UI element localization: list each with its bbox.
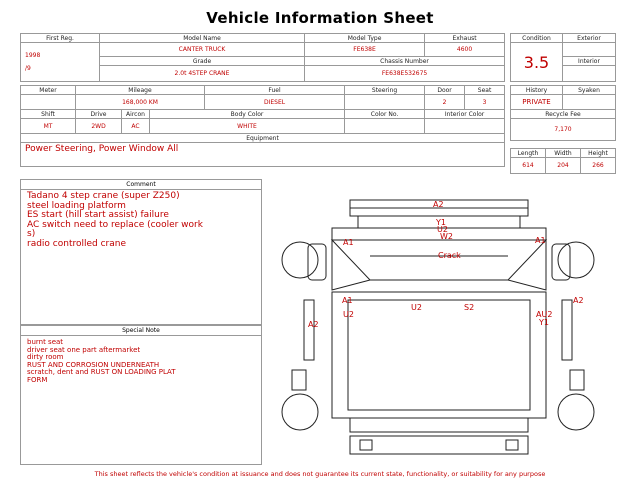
color-no-value [345,119,425,134]
damage-mark-u2-top: U2 [437,225,448,234]
body-color-label: Body Color [150,110,345,119]
special-note-box [20,325,262,465]
damage-mark-a1-mid: A1 [342,296,353,305]
left-side-rail [304,300,314,360]
steering-value [345,95,425,110]
meter-label: Meter [21,86,76,95]
syaken-value [563,95,616,110]
aircon-value: AC [122,119,150,134]
rear-tailgate-shape [350,436,528,454]
interior-value [563,66,616,82]
height-label: Height [581,149,616,158]
syaken-label: Syaken [563,86,616,95]
right-side-rail [562,300,572,360]
damage-mark-au2: AU2 [536,310,553,319]
history-value: PRIVATE [511,95,563,110]
damage-mark-s2: S2 [464,303,475,312]
right-door-shape [508,240,546,290]
damage-mark-u2-center: U2 [411,303,422,312]
model-name-value: CANTER TRUCK [100,43,305,57]
rear-left-wheel [282,394,318,430]
interior-color-label: Interior Color [425,110,505,119]
model-name-label: Model Name [100,34,305,43]
interior-label: Interior [563,57,616,66]
damage-mark-y1-right: Y1 [539,318,549,327]
right-light [570,370,584,390]
condition-table [510,33,616,141]
grade-value: 2.0t 4STEP CRANE [100,66,305,82]
damage-mark-a2-right: A2 [573,296,584,305]
drive-value: 2WD [76,119,122,134]
condition-value: 3.5 [511,43,563,82]
recycle-fee-value: 7,170 [511,119,616,141]
loading-platform-shape [332,292,546,418]
length-label: Length [511,149,546,158]
seat-label: Seat [465,86,505,95]
chassis-number-label: Chassis Number [305,57,505,66]
front-left-wheel [282,242,318,278]
comment-label: Comment [21,180,261,190]
recycle-fee-label: Recycle Fee [511,110,616,119]
page-title: Vehicle Information Sheet [206,9,434,27]
length-value: 614 [511,158,546,174]
width-label: Width [546,149,581,158]
condition-label: Condition [511,34,563,43]
vehicle-info-table [20,33,505,167]
damage-mark-w2: W2 [440,232,453,241]
seat-value: 3 [465,95,505,110]
fuel-label: Fuel [205,86,345,95]
left-door-shape [332,240,370,290]
interior-color-value [425,119,505,134]
first-reg-value: 1998 /9 [21,43,100,82]
mileage-value: 168,000 KM [76,95,205,110]
equipment-value: Power Steering, Power Window All [21,143,505,167]
comment-text: Tadano 4 step crane (super Z250) steel loading platform ES start (hill start assist) failure AC switch need to replace (cooler work s) radio controlled crane [27,191,203,249]
grade-label: Grade [100,57,305,66]
dimensions-table [510,148,616,174]
color-no-label: Color No. [345,110,425,119]
door-value: 2 [425,95,465,110]
exhaust-label: Exhaust [425,34,505,43]
model-type-label: Model Type [305,34,425,43]
history-label: History [511,86,563,95]
height-value: 266 [581,158,616,174]
exterior-value [563,43,616,57]
drive-label: Drive [76,110,122,119]
damage-mark-crack: Crack [438,251,461,260]
shift-value: MT [21,119,76,134]
damage-mark-a2-top: A2 [433,200,444,209]
damage-mark-u2-left: U2 [343,310,354,319]
rear-right-wheel [558,394,594,430]
comment-box [20,179,262,325]
special-note-text: burnt seat driver seat one part aftermarket dirty room RUST AND CORROSION UNDERNEATH scratch, dent and RUST ON LOADING PLAT FORM [27,338,176,384]
rear-bumper-shape [350,418,528,432]
equipment-label: Equipment [21,134,505,143]
meter-value [21,95,76,110]
front-right-wheel [558,242,594,278]
body-color-value: WHITE [150,119,345,134]
fuel-value: DIESEL [205,95,345,110]
damage-mark-y1: Y1 [436,218,446,227]
damage-mark-a1-right: A1 [535,236,546,245]
shift-label: Shift [21,110,76,119]
windshield-shape [332,240,546,280]
chassis-number-value: FE638E532675 [305,66,505,82]
loading-bed-shape [348,300,530,410]
rear-left-lamp [360,440,372,450]
exhaust-value: 4600 [425,43,505,57]
aircon-label: Aircon [122,110,150,119]
model-type-value: FE638E [305,43,425,57]
width-value: 204 [546,158,581,174]
door-label: Door [425,86,465,95]
damage-mark-a1-left: A1 [343,238,354,247]
rear-right-lamp [506,440,518,450]
special-note-label: Special Note [21,326,261,336]
exterior-label: Exterior [563,34,616,43]
first-reg-label: First Reg. [21,34,100,43]
damage-mark-a2-left: A2 [308,320,319,329]
steering-label: Steering [345,86,425,95]
disclaimer-footer: This sheet reflects the vehicle's condition at issuance and does not guarantee its current state, functionality, or suitability for any purpose [94,470,546,478]
left-light [292,370,306,390]
mileage-label: Mileage [76,86,205,95]
